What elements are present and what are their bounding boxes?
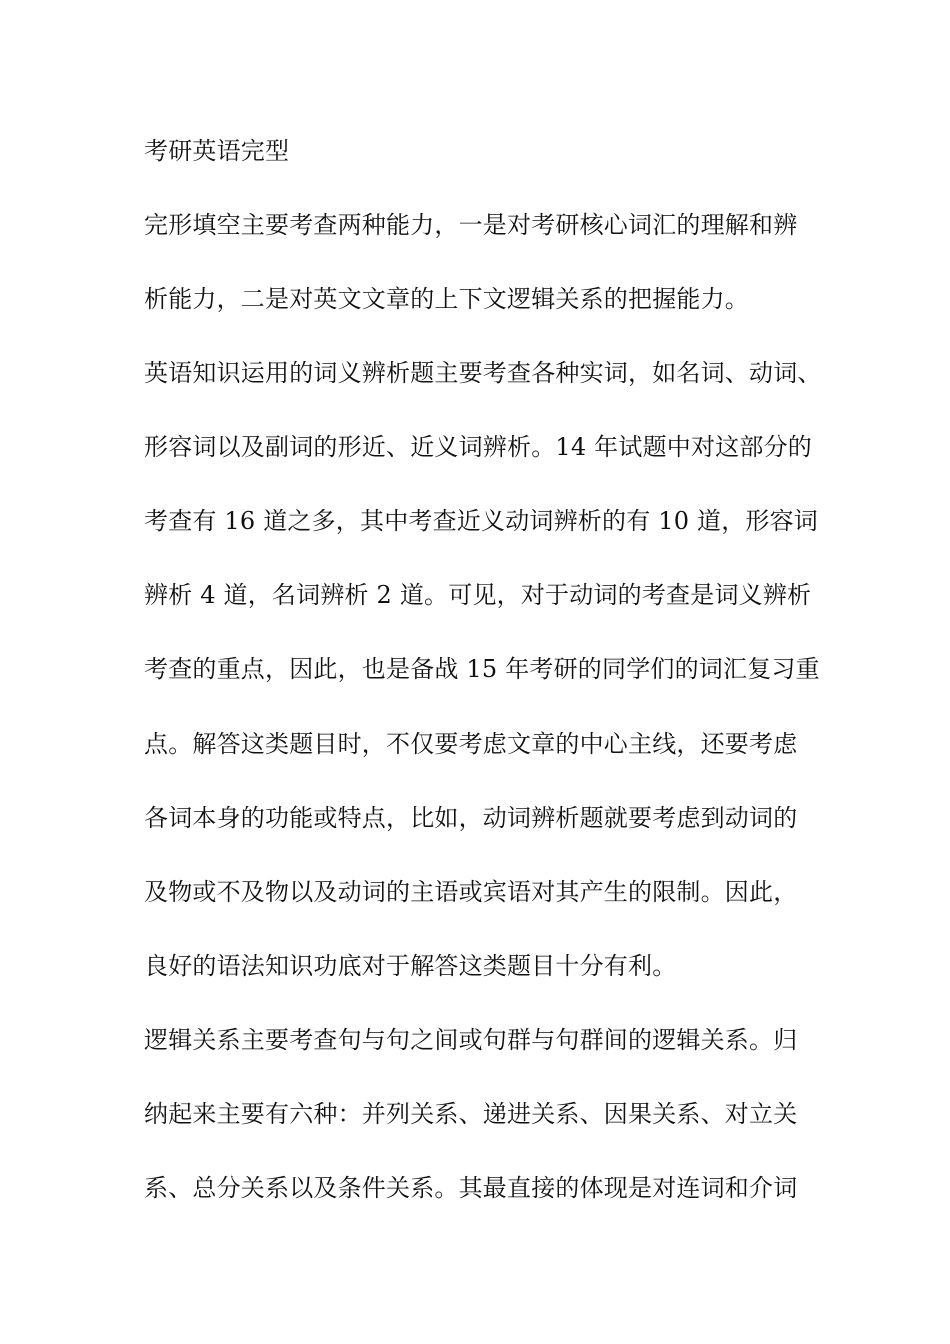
text-line: 析能力，二是对英文文章的上下文逻辑关系的把握能力。 (144, 285, 749, 313)
text-line: 考查的重点，因此，也是备战 15 年考研的同学们的词汇复习重 (144, 655, 820, 683)
document-title: 考研英语完型 (144, 137, 290, 165)
text-line: 各词本身的功能或特点，比如，动词辨析题就要考虑到动词的 (144, 804, 798, 832)
text-line: 考查有 16 道之多，其中考查近义动词辨析的有 10 道，形容词 (144, 507, 818, 535)
text-line: 英语知识运用的词义辨析题主要考查各种实词，如名词、动词、 (144, 359, 822, 387)
text-line: 及物或不及物以及动词的主语或宾语对其产生的限制。因此， (144, 878, 798, 906)
text-line: 逻辑关系主要考查句与句之间或句群与句群间的逻辑关系。归 (144, 1026, 798, 1054)
text-line: 辨析 4 道，名词辨析 2 道。可见，对于动词的考查是词义辨析 (144, 581, 812, 609)
text-line: 良好的语法知识功底对于解答这类题目十分有利。 (144, 952, 677, 980)
text-line: 点。解答这类题目时，不仅要考虑文章的中心主线，还要考虑 (144, 730, 798, 758)
text-line: 纳起来主要有六种：并列关系、递进关系、因果关系、对立关 (144, 1100, 798, 1128)
text-line: 系、总分关系以及条件关系。其最直接的体现是对连词和介词 (144, 1174, 798, 1202)
text-line: 完形填空主要考查两种能力，一是对考研核心词汇的理解和辨 (144, 211, 798, 239)
text-line: 形容词以及副词的形近、近义词辨析。14 年试题中对这部分的 (144, 433, 812, 461)
